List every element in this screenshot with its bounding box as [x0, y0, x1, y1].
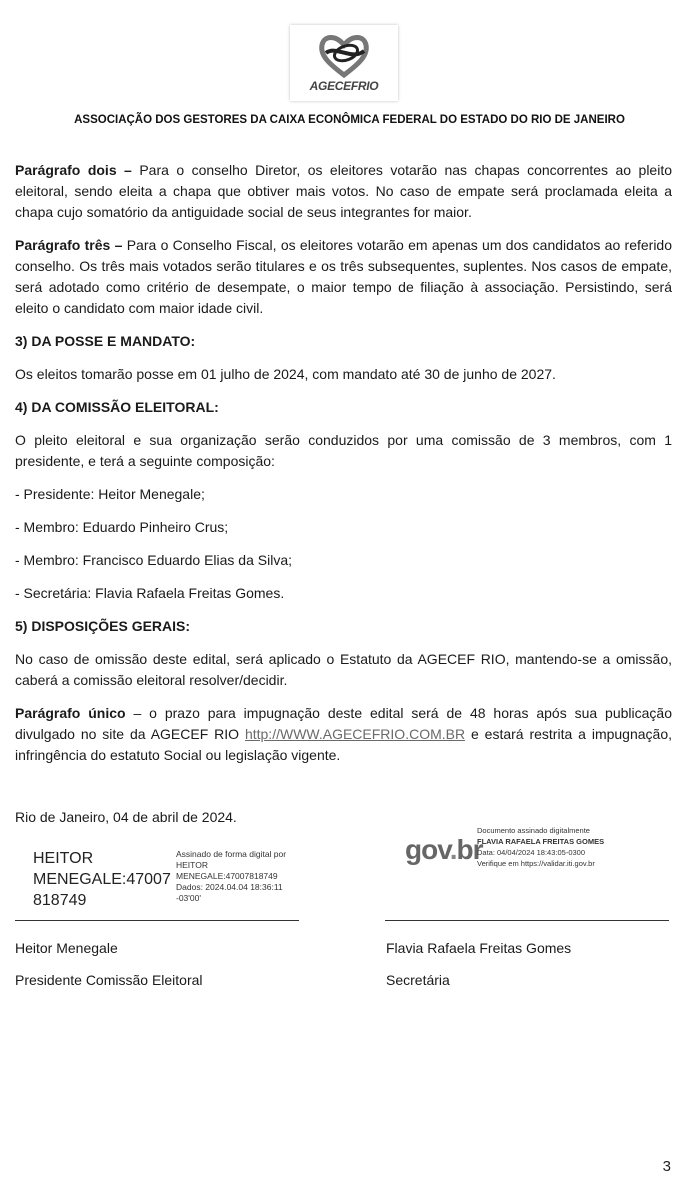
paragraph-lead: Parágrafo único: [15, 705, 126, 721]
page-number: 3: [662, 1158, 671, 1175]
signature-name-line: HEITOR: [33, 850, 94, 867]
paragraph-posse: Os eleitos tomarão posse em 01 julho de 2024, com mandato até 30 de junho de 2027.: [15, 366, 556, 382]
signer-name-left: Heitor Menegale: [15, 940, 118, 956]
member-item: - Secretária: Flavia Rafaela Freitas Gomes.: [15, 585, 285, 601]
govbr-detail-line: Documento assinado digitalmente: [477, 826, 590, 835]
govbr-signer-name: FLAVIA RAFAELA FREITAS GOMES: [477, 837, 605, 846]
signature-detail-line: Assinado de forma digital por: [176, 849, 287, 859]
document-body: [15, 160, 672, 778]
digital-signature-name: [33, 848, 171, 911]
govbr-logo-main: gov: [405, 834, 450, 865]
signature-name-line: 818749: [33, 892, 87, 909]
organization-title: ASSOCIAÇÃO DOS GESTORES DA CAIXA ECONÔMICA FEDERAL DO ESTADO DO RIO DE JANEIRO: [74, 114, 625, 126]
section-heading-comissao: 4) DA COMISSÃO ELEITORAL:: [15, 399, 219, 415]
signature-detail-line: HEITOR: [176, 860, 208, 870]
signature-line-right: [385, 920, 669, 921]
govbr-logo-end: br: [456, 834, 483, 865]
section-heading-posse: 3) DA POSSE E MANDATO:: [15, 333, 196, 349]
member-item: - Presidente: Heitor Menegale;: [15, 486, 205, 502]
signer-role-right: Secretária: [386, 972, 450, 988]
paragraph-tres: [15, 235, 672, 319]
paragraph-lead: Parágrafo três –: [15, 237, 123, 253]
paragraph-text: Para o conselho Diretor, os eleitores votarão nas chapas concorrentes ao pleito eleitoral, sendo eleita a chapa que obtiver mais votos. No caso de empate será proclamada eleita a chapa cujo somatório da antiguidade social de seus integrantes for maior.: [15, 162, 673, 220]
govbr-signature-detail: [477, 825, 604, 869]
signature-name-line: MENEGALE:47007: [33, 871, 171, 888]
agecef-logo-icon: [316, 31, 372, 79]
paragraph-omissao: No caso de omissão deste edital, será aplicado o Estatuto da AGECEF RIO, mantendo-se a omissão, caberá a comissão eleitoral resolver/decidir.: [15, 651, 672, 688]
paragraph-dois: [15, 160, 672, 223]
signature-detail-line: MENEGALE:47007818749: [176, 871, 278, 881]
govbr-logo: [405, 834, 482, 866]
signer-role-left: Presidente Comissão Eleitoral: [15, 972, 203, 988]
paragraph-lead: Parágrafo dois –: [15, 162, 132, 178]
section-heading-disposicoes: 5) DISPOSIÇÕES GERAIS:: [15, 618, 191, 634]
date-line: Rio de Janeiro, 04 de abril de 2024.: [15, 809, 237, 825]
agecef-logo: [290, 25, 398, 101]
signature-line-left: [15, 920, 299, 921]
signature-detail-line: Dados: 2024.04.04 18:36:11: [176, 882, 283, 892]
member-item: - Membro: Eduardo Pinheiro Crus;: [15, 519, 229, 535]
logo-text: AGECEFRIO: [309, 79, 379, 93]
govbr-detail-line: Data: 04/04/2024 18:43:05-0300: [477, 848, 586, 857]
govbr-logo-dot: .: [449, 834, 457, 865]
paragraph-comissao: O pleito eleitoral e sua organização serão conduzidos por uma comissão de 3 membros, com 1 presidente, e terá a seguinte composição:: [15, 432, 672, 469]
govbr-detail-line: Verifique em https://validar.iti.gov.br: [477, 859, 595, 868]
website-link[interactable]: http://WWW.AGECEFRIO.COM.BR: [244, 726, 466, 742]
member-item: - Membro: Francisco Eduardo Elias da Silva;: [15, 552, 292, 568]
signer-name-right: Flavia Rafaela Freitas Gomes: [386, 940, 572, 956]
paragraph-text: Para o Conselho Fiscal, os eleitores votarão em apenas um dos candidatos ao referido conselho. Os três mais votados serão titulares e os três subsequentes, suplentes. Nos casos de empate, será adotado como critério de desempate, o maior tempo de filiação à associação. Persistindo, será eleito o candidato com maior idade civil.: [15, 237, 672, 316]
signature-detail-line: -03'00': [176, 893, 201, 903]
digital-signature-detail: [176, 849, 286, 904]
paragraph-unico: [15, 703, 672, 766]
paragraph-text: – o prazo para impugnação deste edital será de 48 horas após sua publicação divulgado no site da AGECEF RIO: [15, 705, 672, 742]
paragraph-text: e estará restrita a impugnação, infringência do estatuto Social ou legislação vigente.: [15, 726, 673, 763]
